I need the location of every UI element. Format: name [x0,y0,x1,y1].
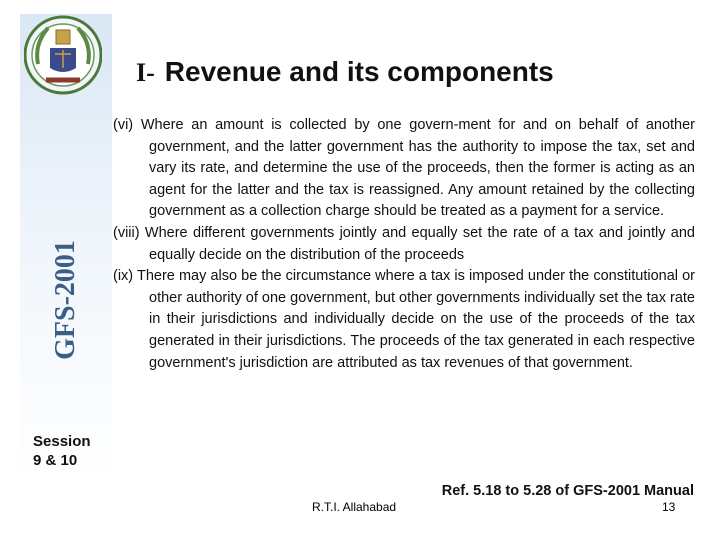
paragraph-viii: (viii) Where different governments jointly and equally set the rate of a tax and jointly and equally decide on the distribution of the proceeds [113,224,695,263]
page-title [136,56,554,88]
page-number: 13 [662,500,676,514]
vertical-title: GFS-2001 [50,240,81,360]
crest-icon [24,14,102,96]
body-text [113,115,695,374]
session-line-2: 9 & 10 [33,452,78,469]
session-label [33,432,113,470]
footer-organization: R.T.I. Allahabad [312,500,397,514]
section-number: I- [136,58,155,87]
session-line-1: Session [33,433,91,450]
title-text: Revenue and its components [164,56,554,87]
paragraph-ix: (ix) There may also be the circumstance where a tax is imposed under the constitutional or other authority of one government, but other governments individually set the tax rate in their jurisdictions and individually decide on the use of the proceeds of the tax generated in their jurisdictions. The proceeds of the tax generated in each respective government's jurisdiction are attributed as tax revenues of that government. [113,268,695,371]
reference-note: Ref. 5.18 to 5.28 of GFS-2001 Manual [441,483,694,499]
paragraph-vi: (vi) Where an amount is collected by one govern-ment for and on behalf of another government, and the latter government has the authority to impose the tax, set and vary its rate, and determine the use of the proceeds, then the former is acting as an agent for the latter and the tax is reassigned. Any amount retained by the collecting government as a collection charge should be treated as a payment for a service. [113,117,695,220]
